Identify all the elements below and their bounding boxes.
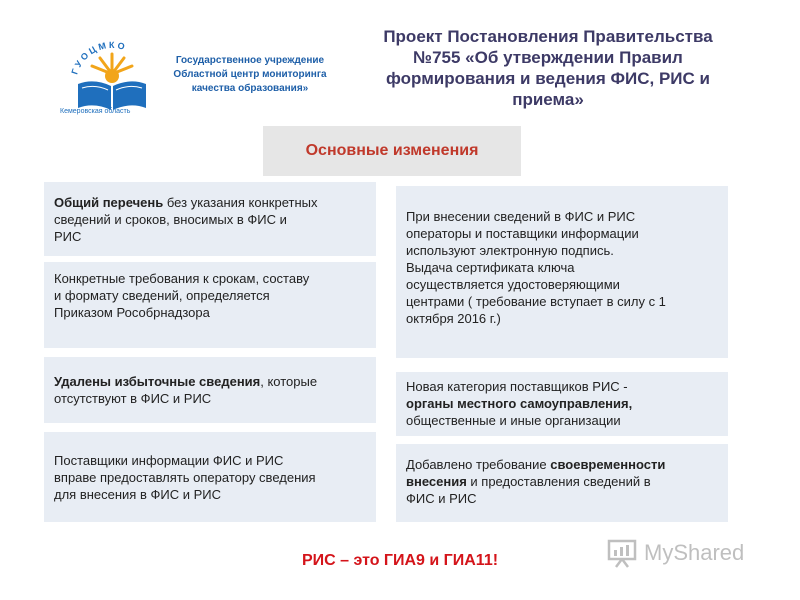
change-box-new-category	[396, 372, 728, 436]
box-text: используют электронную подпись.	[406, 243, 614, 258]
box-text: вправе предоставлять оператору сведения	[54, 470, 316, 485]
box-text: октября 2016 г.)	[406, 311, 501, 326]
box-text: сведений и сроков, вносимых в ФИС и	[54, 212, 287, 227]
box-text: При внесении сведений в ФИС и РИС	[406, 209, 636, 224]
box-text: и формату сведений, определяется	[54, 288, 270, 303]
box-text: Конкретные требования к срокам, составу	[54, 271, 310, 286]
box-text: для внесения в ФИС и РИС	[54, 487, 221, 502]
logo-region-label: Кемеровская область	[60, 108, 131, 115]
title-line: приема»	[512, 90, 584, 109]
box-bold-text: своевременности	[550, 457, 666, 472]
watermark-text: MyShared	[644, 540, 745, 565]
logo-arc-text: Г У О Ц М К О	[69, 39, 126, 76]
box-text: отсутствуют в ФИС и РИС	[54, 391, 212, 406]
box-bold-text: органы местного самоуправления,	[406, 396, 633, 411]
box-text: операторы и поставщики информации	[406, 226, 639, 241]
section-header: Основные изменения	[263, 126, 521, 176]
org-line: качества образования»	[191, 83, 309, 94]
box-bold-text: Удалены избыточные сведения	[54, 374, 261, 389]
box-bold-text: внесения	[406, 474, 467, 489]
box-text: Новая категория поставщиков РИС -	[406, 379, 628, 394]
org-line: Областной центр мониторинга	[173, 69, 327, 80]
box-text: и предоставления сведений в	[466, 474, 651, 489]
title-line: формирования и ведения ФИС, РИС и	[386, 69, 710, 88]
org-line: Государственное учреждение	[175, 55, 325, 66]
box-text: Выдача сертификата ключа	[406, 260, 575, 275]
change-box-requirements	[44, 262, 376, 348]
presentation-board-icon	[606, 538, 638, 568]
box-text: центрами ( требование вступает в силу с 1	[406, 294, 666, 309]
box-text: , которые	[260, 374, 318, 389]
box-text: осуществляется удостоверяющими	[406, 277, 620, 292]
box-bold-text: Общий перечень	[54, 195, 164, 210]
change-box-general-list	[44, 182, 376, 256]
footer-slogan: РИС – это ГИА9 и ГИА11!	[301, 552, 499, 569]
change-box-electronic-signature	[396, 186, 728, 358]
change-box-removed-data	[44, 357, 376, 423]
box-text: ФИС и РИС	[406, 491, 477, 506]
box-text: общественные и иные организации	[406, 413, 621, 428]
box-text: Поставщики информации ФИС и РИС	[54, 453, 284, 468]
title-line: №755 «Об утверждении Правил	[413, 48, 683, 67]
box-text: Приказом Рособрнадзора	[54, 305, 210, 320]
box-text: без указания конкретных	[163, 195, 318, 210]
box-text: РИС	[54, 229, 82, 244]
box-text: Добавлено требование	[406, 457, 551, 472]
slide-title	[348, 26, 748, 110]
change-box-providers	[44, 432, 376, 522]
organization-name	[160, 54, 340, 96]
watermark	[606, 536, 776, 570]
title-line: Проект Постановления Правительства	[383, 27, 713, 46]
change-box-timeliness	[396, 444, 728, 522]
